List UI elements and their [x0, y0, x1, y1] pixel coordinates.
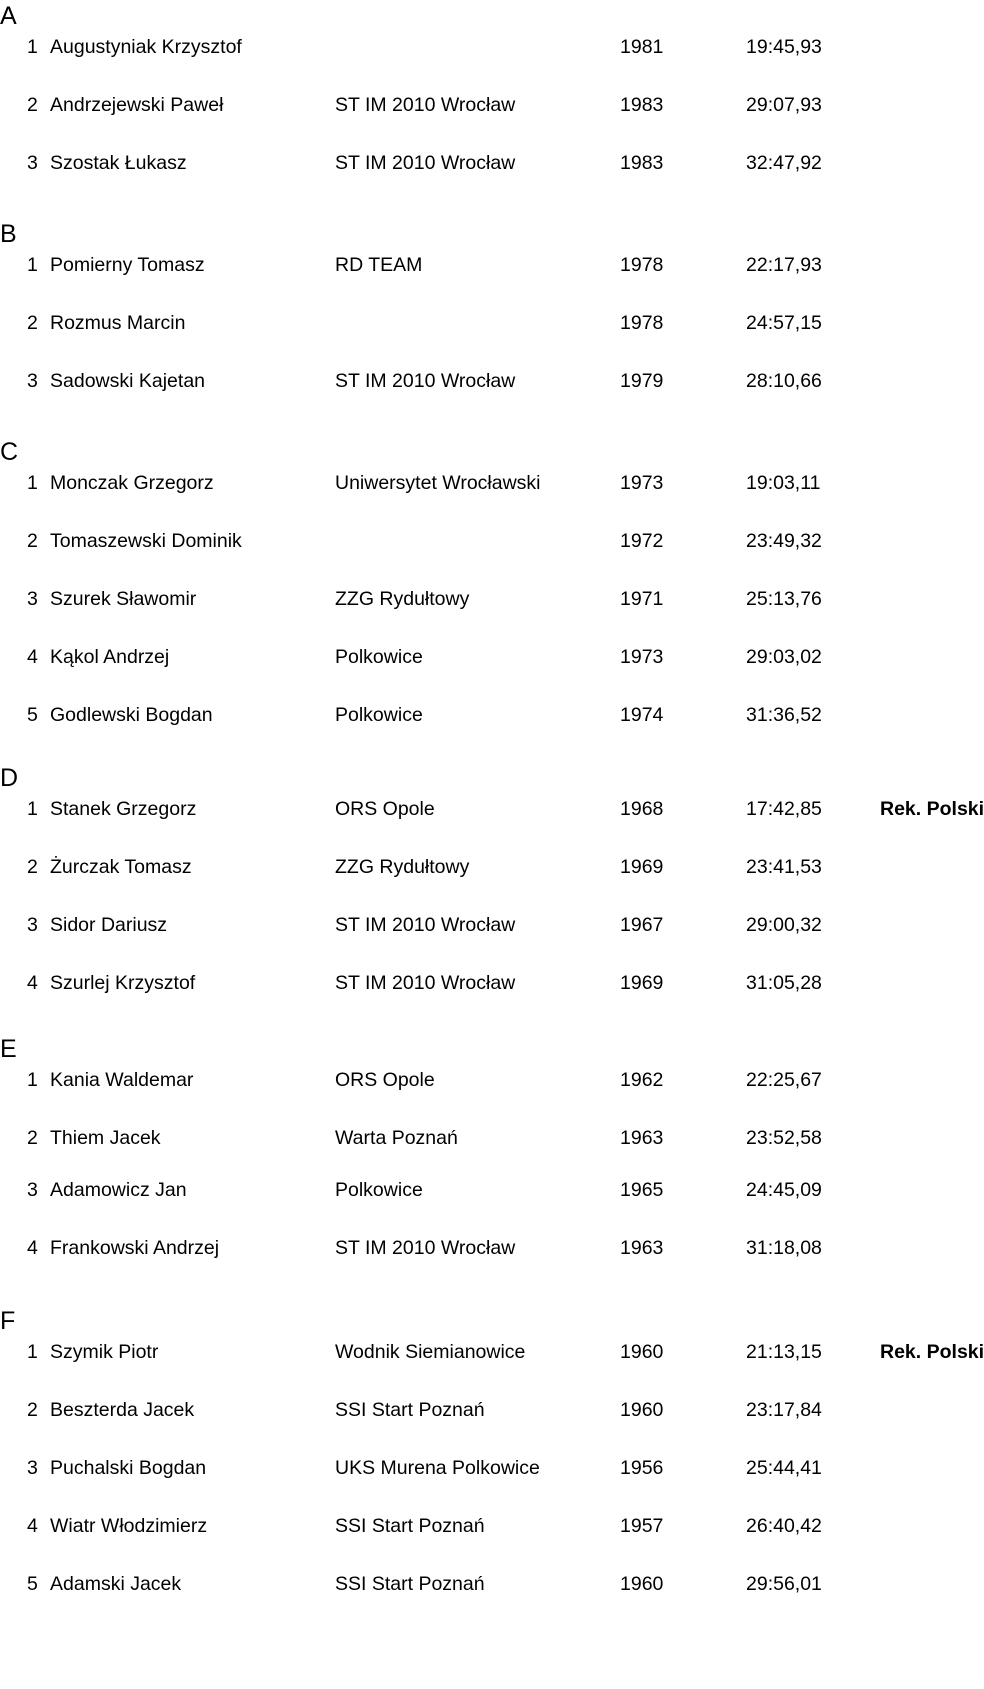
result-row	[0, 854, 960, 880]
result-row	[0, 1125, 960, 1151]
result-row	[0, 1067, 960, 1093]
result-row	[0, 1571, 960, 1597]
result-name: Stanek Grzegorz	[50, 798, 197, 820]
result-time: 32:47,92	[746, 152, 822, 174]
result-club: SSI Start Poznań	[335, 1573, 485, 1595]
result-place: 1	[27, 254, 38, 276]
result-time: 19:03,11	[746, 472, 821, 494]
result-club: ST IM 2010 Wrocław	[335, 370, 516, 392]
result-row	[0, 912, 960, 938]
result-time: 31:18,08	[746, 1237, 822, 1259]
result-year: 1974	[620, 704, 664, 726]
result-place: 4	[27, 1515, 38, 1537]
result-year: 1965	[620, 1179, 664, 1201]
result-year: 1956	[620, 1457, 664, 1479]
result-year: 1972	[620, 530, 664, 552]
result-name: Beszterda Jacek	[50, 1399, 195, 1421]
result-name: Monczak Grzegorz	[50, 472, 214, 494]
result-time: 28:10,66	[746, 370, 822, 392]
result-name: Adamowicz Jan	[50, 1179, 187, 1201]
result-club: RD TEAM	[335, 254, 423, 276]
result-row	[0, 644, 960, 670]
result-club: Uniwersytet Wrocławski	[335, 472, 541, 494]
result-club: Warta Poznań	[335, 1127, 458, 1149]
result-name: Szurlej Krzysztof	[50, 972, 196, 994]
result-club: ZZG Rydułtowy	[335, 588, 470, 610]
result-name: Tomaszewski Dominik	[50, 530, 242, 552]
result-time: 25:13,76	[746, 588, 822, 610]
result-row	[0, 586, 960, 612]
result-place: 4	[27, 646, 38, 668]
result-place: 2	[27, 1127, 38, 1149]
result-time: 24:45,09	[746, 1179, 822, 1201]
result-row	[0, 310, 960, 336]
result-row	[0, 1455, 960, 1481]
result-name: Żurczak Tomasz	[50, 856, 192, 878]
result-year: 1971	[620, 588, 664, 610]
result-place: 3	[27, 588, 38, 610]
result-row	[0, 970, 960, 996]
result-place: 2	[27, 94, 38, 116]
result-year: 1978	[620, 312, 664, 334]
group-letter: F	[0, 1307, 16, 1335]
result-row	[0, 470, 960, 496]
result-year: 1969	[620, 972, 664, 994]
result-name: Wiatr Włodzimierz	[50, 1515, 208, 1537]
result-time: 22:17,93	[746, 254, 822, 276]
result-club: ST IM 2010 Wrocław	[335, 972, 516, 994]
result-row	[0, 150, 960, 176]
result-club: Polkowice	[335, 1179, 423, 1201]
result-year: 1967	[620, 914, 664, 936]
result-name: Augustyniak Krzysztof	[50, 36, 242, 58]
result-club: ORS Opole	[335, 798, 435, 820]
group-letter: E	[0, 1035, 17, 1063]
result-club: ST IM 2010 Wrocław	[335, 152, 516, 174]
result-year: 1973	[620, 472, 664, 494]
result-place: 3	[27, 370, 38, 392]
result-row	[0, 1397, 960, 1423]
result-place: 1	[27, 472, 38, 494]
result-name: Thiem Jacek	[50, 1127, 161, 1149]
result-year: 1963	[620, 1127, 664, 1149]
result-time: 23:17,84	[746, 1399, 822, 1421]
result-place: 3	[27, 1457, 38, 1479]
result-year: 1983	[620, 152, 664, 174]
result-place: 3	[27, 914, 38, 936]
result-year: 1978	[620, 254, 664, 276]
result-row	[0, 92, 960, 118]
result-place: 1	[27, 798, 38, 820]
result-year: 1983	[620, 94, 664, 116]
result-row	[0, 1177, 960, 1203]
result-time: 26:40,42	[746, 1515, 822, 1537]
result-club: UKS Murena Polkowice	[335, 1457, 540, 1479]
result-note: Rek. Polski	[880, 1341, 984, 1363]
result-year: 1962	[620, 1069, 664, 1091]
result-time: 23:49,32	[746, 530, 822, 552]
result-club: ST IM 2010 Wrocław	[335, 914, 516, 936]
result-place: 1	[27, 1341, 38, 1363]
result-place: 3	[27, 152, 38, 174]
group-letter: A	[0, 2, 17, 30]
result-place: 5	[27, 1573, 38, 1595]
result-name: Frankowski Andrzej	[50, 1237, 220, 1259]
result-name: Godlewski Bogdan	[50, 704, 213, 726]
result-time: 23:52,58	[746, 1127, 822, 1149]
result-year: 1968	[620, 798, 664, 820]
result-club: Polkowice	[335, 704, 423, 726]
result-time: 29:56,01	[746, 1573, 822, 1595]
result-name: Adamski Jacek	[50, 1573, 182, 1595]
result-time: 19:45,93	[746, 36, 822, 58]
result-time: 25:44,41	[746, 1457, 822, 1479]
result-place: 2	[27, 1399, 38, 1421]
result-time: 24:57,15	[746, 312, 822, 334]
result-club: ZZG Rydułtowy	[335, 856, 470, 878]
result-club: Wodnik Siemianowice	[335, 1341, 526, 1363]
result-name: Sidor Dariusz	[50, 914, 168, 936]
result-name: Kąkol Andrzej	[50, 646, 170, 668]
result-name: Puchalski Bogdan	[50, 1457, 207, 1479]
result-row	[0, 1513, 960, 1539]
result-club: ST IM 2010 Wrocław	[335, 1237, 516, 1259]
result-time: 29:03,02	[746, 646, 822, 668]
result-time: 31:05,28	[746, 972, 822, 994]
result-name: Pomierny Tomasz	[50, 254, 205, 276]
result-club: SSI Start Poznań	[335, 1399, 485, 1421]
result-row	[0, 1235, 960, 1261]
result-time: 21:13,15	[746, 1341, 822, 1363]
result-place: 5	[27, 704, 38, 726]
result-row	[0, 252, 960, 278]
result-club: ORS Opole	[335, 1069, 435, 1091]
result-year: 1960	[620, 1341, 664, 1363]
result-time: 17:42,85	[746, 798, 822, 820]
result-name: Sadowski Kajetan	[50, 370, 206, 392]
result-place: 4	[27, 972, 38, 994]
result-place: 1	[27, 36, 38, 58]
result-row	[0, 796, 984, 822]
result-place: 1	[27, 1069, 38, 1091]
result-time: 22:25,67	[746, 1069, 822, 1091]
result-name: Rozmus Marcin	[50, 312, 186, 334]
result-year: 1957	[620, 1515, 664, 1537]
result-place: 2	[27, 312, 38, 334]
result-row	[0, 528, 960, 554]
result-year: 1963	[620, 1237, 664, 1259]
result-time: 31:36,52	[746, 704, 822, 726]
result-place: 4	[27, 1237, 38, 1259]
group-letter: D	[0, 764, 19, 792]
result-place: 2	[27, 856, 38, 878]
result-row	[0, 368, 960, 394]
result-row	[0, 1339, 984, 1365]
result-row	[0, 34, 960, 60]
result-time: 29:00,32	[746, 914, 822, 936]
result-name: Szymik Piotr	[50, 1341, 159, 1363]
result-row	[0, 702, 960, 728]
result-year: 1981	[620, 36, 664, 58]
result-year: 1960	[620, 1399, 664, 1421]
result-year: 1973	[620, 646, 664, 668]
result-name: Andrzejewski Paweł	[50, 94, 224, 116]
group-letter: B	[0, 220, 17, 248]
result-year: 1969	[620, 856, 664, 878]
result-club: Polkowice	[335, 646, 423, 668]
result-club: SSI Start Poznań	[335, 1515, 485, 1537]
result-year: 1960	[620, 1573, 664, 1595]
result-name: Szostak Łukasz	[50, 152, 187, 174]
result-name: Szurek Sławomir	[50, 588, 197, 610]
group-letter: C	[0, 438, 19, 466]
result-place: 3	[27, 1179, 38, 1201]
result-year: 1979	[620, 370, 664, 392]
result-time: 29:07,93	[746, 94, 822, 116]
result-name: Kania Waldemar	[50, 1069, 194, 1091]
result-club: ST IM 2010 Wrocław	[335, 94, 516, 116]
result-time: 23:41,53	[746, 856, 822, 878]
result-note: Rek. Polski	[880, 798, 984, 820]
result-place: 2	[27, 530, 38, 552]
